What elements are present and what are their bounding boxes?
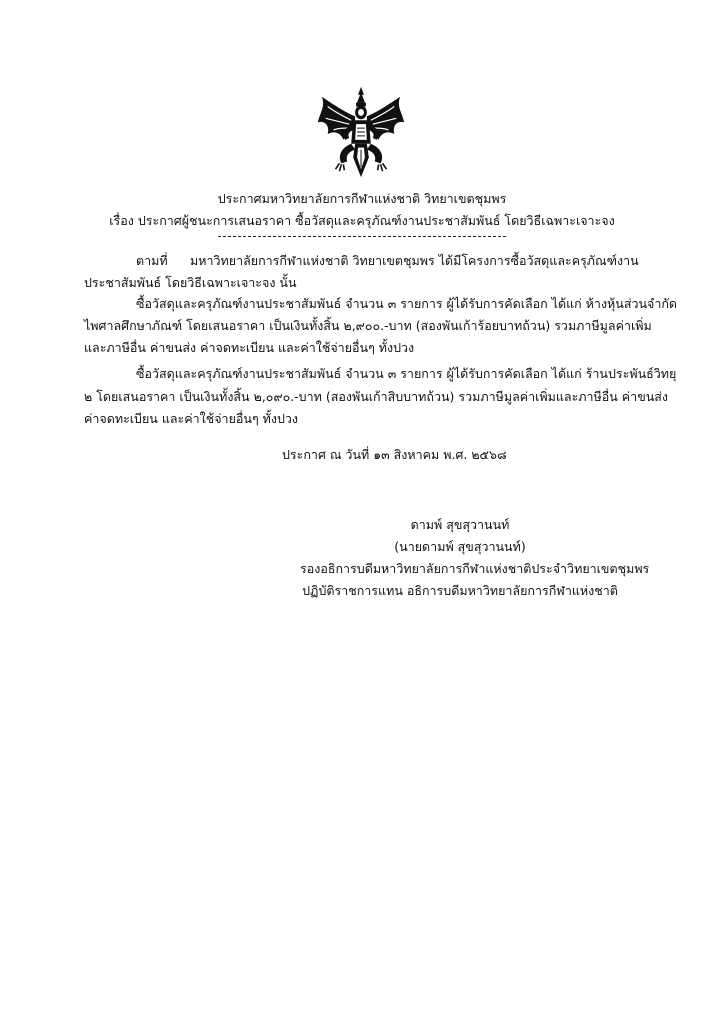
announcement-date: ประกาศ ณ วันที่ ๑๓ สิงหาคม พ.ศ. ๒๕๖๘ xyxy=(282,447,507,462)
signer-full-name: (นายดามพ์ สุขสุวานนท์) xyxy=(394,539,526,554)
separator-line xyxy=(218,236,506,237)
paragraph-2-line-3: และภาษีอื่น ค่าขนส่ง ค่าจดทะเบียน และค่าใช้จ่ายอื่นๆ ทั้งปวง xyxy=(84,340,415,355)
signed-name: ดามพ์ สุขสุวานนท์ xyxy=(410,517,510,532)
paragraph-3-line-2: ๒ โดยเสนอราคา เป็นเงินทั้งสิ้น ๒,๐๙๐.-บาท (สองพันเก้าสิบบาทถ้วน) รวมภาษีมูลค่าเพิ่มและภาษีอื่น ค่าขนส่ง xyxy=(84,389,669,404)
paragraph-1-line-1: มหาวิทยาลัยการกีฬาแห่งชาติ วิทยาเขตชุมพร ได้มีโครงการซื้อวัสดุและครุภัณฑ์งาน xyxy=(190,253,639,268)
paragraph-2-line-2: ไพศาลศึกษาภัณฑ์ โดยเสนอราคา เป็นเงินทั้งสิ้น ๒,๙๐๐.-บาท (สองพันเก้าร้อยบาทถ้วน) รวมภาษีมูลค่าเพิ่ม xyxy=(84,318,652,333)
paragraph-label: ตามที่ xyxy=(136,253,168,268)
signer-position: รองอธิการบดีมหาวิทยาลัยการกีฬาแห่งชาติประจำวิทยาเขตชุมพร xyxy=(300,561,650,576)
paragraph-2-line-1: ซื้อวัสดุและครุภัณฑ์งานประชาสัมพันธ์ จำนวน ๓ รายการ ผู้ได้รับการคัดเลือก ได้แก่ ห้างหุ้นส่วนจำกัด xyxy=(136,296,678,311)
signer-acting-role: ปฏิบัติราชการแทน อธิการบดีมหาวิทยาลัยการกีฬาแห่งชาติ xyxy=(302,583,618,598)
paragraph-3-line-1: ซื้อวัสดุและครุภัณฑ์งานประชาสัมพันธ์ จำนวน ๓ รายการ ผู้ได้รับการคัดเลือก ได้แก่ ร้านประพันธ์วิทยุ xyxy=(136,366,677,381)
document-subject: เรื่อง ประกาศผู้ชนะการเสนอราคา ซื้อวัสดุและครุภัณฑ์งานประชาสัมพันธ์ โดยวิธีเฉพาะเจาะจง xyxy=(109,213,615,228)
document-title: ประกาศมหาวิทยาลัยการกีฬาแห่งชาติ วิทยาเขตชุมพร xyxy=(217,191,507,206)
garuda-emblem-icon xyxy=(312,83,410,181)
paragraph-1-line-2: ประชาสัมพันธ์ โดยวิธีเฉพาะเจาะจง นั้น xyxy=(84,275,297,290)
paragraph-3-line-3: ค่าจดทะเบียน และค่าใช้จ่ายอื่นๆ ทั้งปวง xyxy=(84,411,299,426)
